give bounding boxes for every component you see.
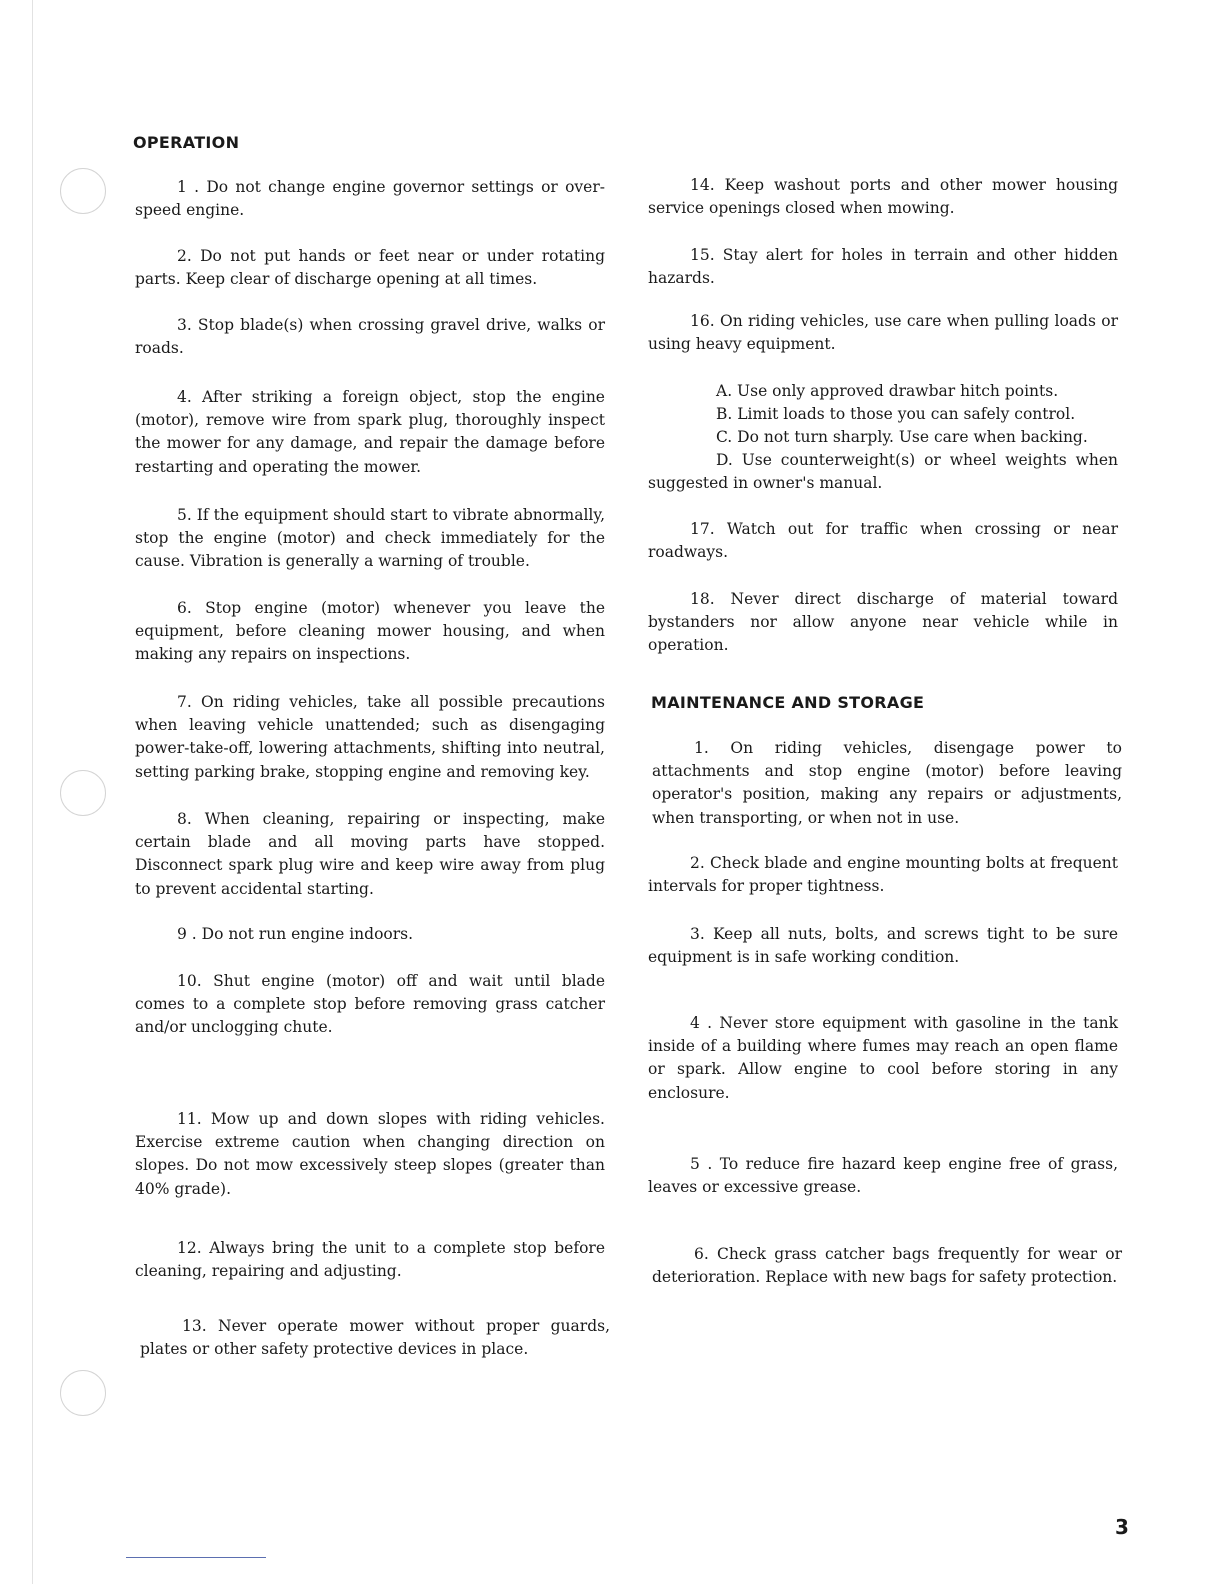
- binder-hole: [60, 1370, 106, 1416]
- operation-item-3: 3. Stop blade(s) when crossing gravel drive, walks or roads.: [135, 316, 605, 358]
- operation-item-1: 1 . Do not change engine governor settings or over-speed engine.: [135, 178, 605, 220]
- operation-item-13: 13. Never operate mower without proper guards, plates or other safety protective devices in place.: [140, 1317, 610, 1359]
- operation-item-15: 15. Stay alert for holes in terrain and other hidden hazards.: [648, 246, 1118, 288]
- operation-heading: OPERATION: [133, 133, 240, 152]
- maintenance-item-4: 4 . Never store equipment with gasoline in the tank inside of a building where fumes may reach an open flame or spark. Allow engine to cool before storing in any enclosure.: [648, 1014, 1118, 1102]
- operation-item-5: 5. If the equipment should start to vibrate abnormally, stop the engine (motor) and check immediately for the cause. Vibration is generally a warning of trouble.: [135, 506, 605, 571]
- item-16-subitem-c: C. Do not turn sharply. Use care when backing.: [716, 428, 1088, 446]
- operation-item-14: 14. Keep washout ports and other mower housing service openings closed when mowing.: [648, 176, 1118, 218]
- maintenance-item-2: 2. Check blade and engine mounting bolts at frequent intervals for proper tightness.: [648, 854, 1118, 896]
- item-16-subitem-b: B. Limit loads to those you can safely control.: [716, 405, 1076, 423]
- page-number: 3: [1115, 1515, 1129, 1539]
- binder-hole: [60, 770, 106, 816]
- operation-item-4: 4. After striking a foreign object, stop the engine (motor), remove wire from spark plug, thoroughly inspect the mower for any damage, and repair the damage before restarting and operating the mower.: [135, 388, 605, 476]
- operation-item-10: 10. Shut engine (motor) off and wait until blade comes to a complete stop before removing grass catcher and/or unclogging chute.: [135, 972, 605, 1037]
- operation-item-16: 16. On riding vehicles, use care when pulling loads or using heavy equipment.: [648, 312, 1118, 354]
- operation-item-11: 11. Mow up and down slopes with riding vehicles. Exercise extreme caution when changing direction on slopes. Do not mow excessively steep slopes (greater than 40% grade).: [135, 1110, 605, 1198]
- maintenance-item-3: 3. Keep all nuts, bolts, and screws tight to be sure equipment is in safe working condition.: [648, 925, 1118, 967]
- maintenance-item-1: 1. On riding vehicles, disengage power to attachments and stop engine (motor) before leaving operator's position, making any repairs or adjustments, when transporting, or when not in use.: [652, 739, 1122, 827]
- operation-item-12: 12. Always bring the unit to a complete stop before cleaning, repairing and adjusting.: [135, 1239, 605, 1281]
- operation-item-6: 6. Stop engine (motor) whenever you leave the equipment, before cleaning mower housing, and when making any repairs on inspections.: [135, 599, 605, 664]
- footer-rule: [126, 1557, 266, 1558]
- maintenance-item-6: 6. Check grass catcher bags frequently for wear or deterioration. Replace with new bags for safety protection.: [652, 1245, 1122, 1287]
- operation-item-17: 17. Watch out for traffic when crossing or near roadways.: [648, 520, 1118, 562]
- maintenance-heading: MAINTENANCE AND STORAGE: [651, 693, 925, 712]
- operation-item-18: 18. Never direct discharge of material toward bystanders nor allow anyone near vehicle while in operation.: [648, 590, 1118, 655]
- operation-item-2: 2. Do not put hands or feet near or under rotating parts. Keep clear of discharge opening at all times.: [135, 247, 605, 289]
- item-16-subitem-a: A. Use only approved drawbar hitch points.: [716, 382, 1059, 400]
- operation-item-7: 7. On riding vehicles, take all possible precautions when leaving vehicle unattended; such as disengaging power-take-off, lowering attachments, shifting into neutral, setting parking brake, stopping engine and removing key.: [135, 693, 605, 781]
- item-16-subitem-d: D. Use counterweight(s) or wheel weights when suggested in owner's manual.: [648, 451, 1118, 493]
- operation-item-8: 8. When cleaning, repairing or inspecting, make certain blade and all moving parts have stopped. Disconnect spark plug wire and keep wire away from plug to prevent accidental starting.: [135, 810, 605, 898]
- scan-edge-line: [32, 0, 33, 1584]
- binder-hole: [60, 168, 106, 214]
- maintenance-item-5: 5 . To reduce fire hazard keep engine free of grass, leaves or excessive grease.: [648, 1155, 1118, 1197]
- operation-item-9: 9 . Do not run engine indoors.: [177, 925, 414, 943]
